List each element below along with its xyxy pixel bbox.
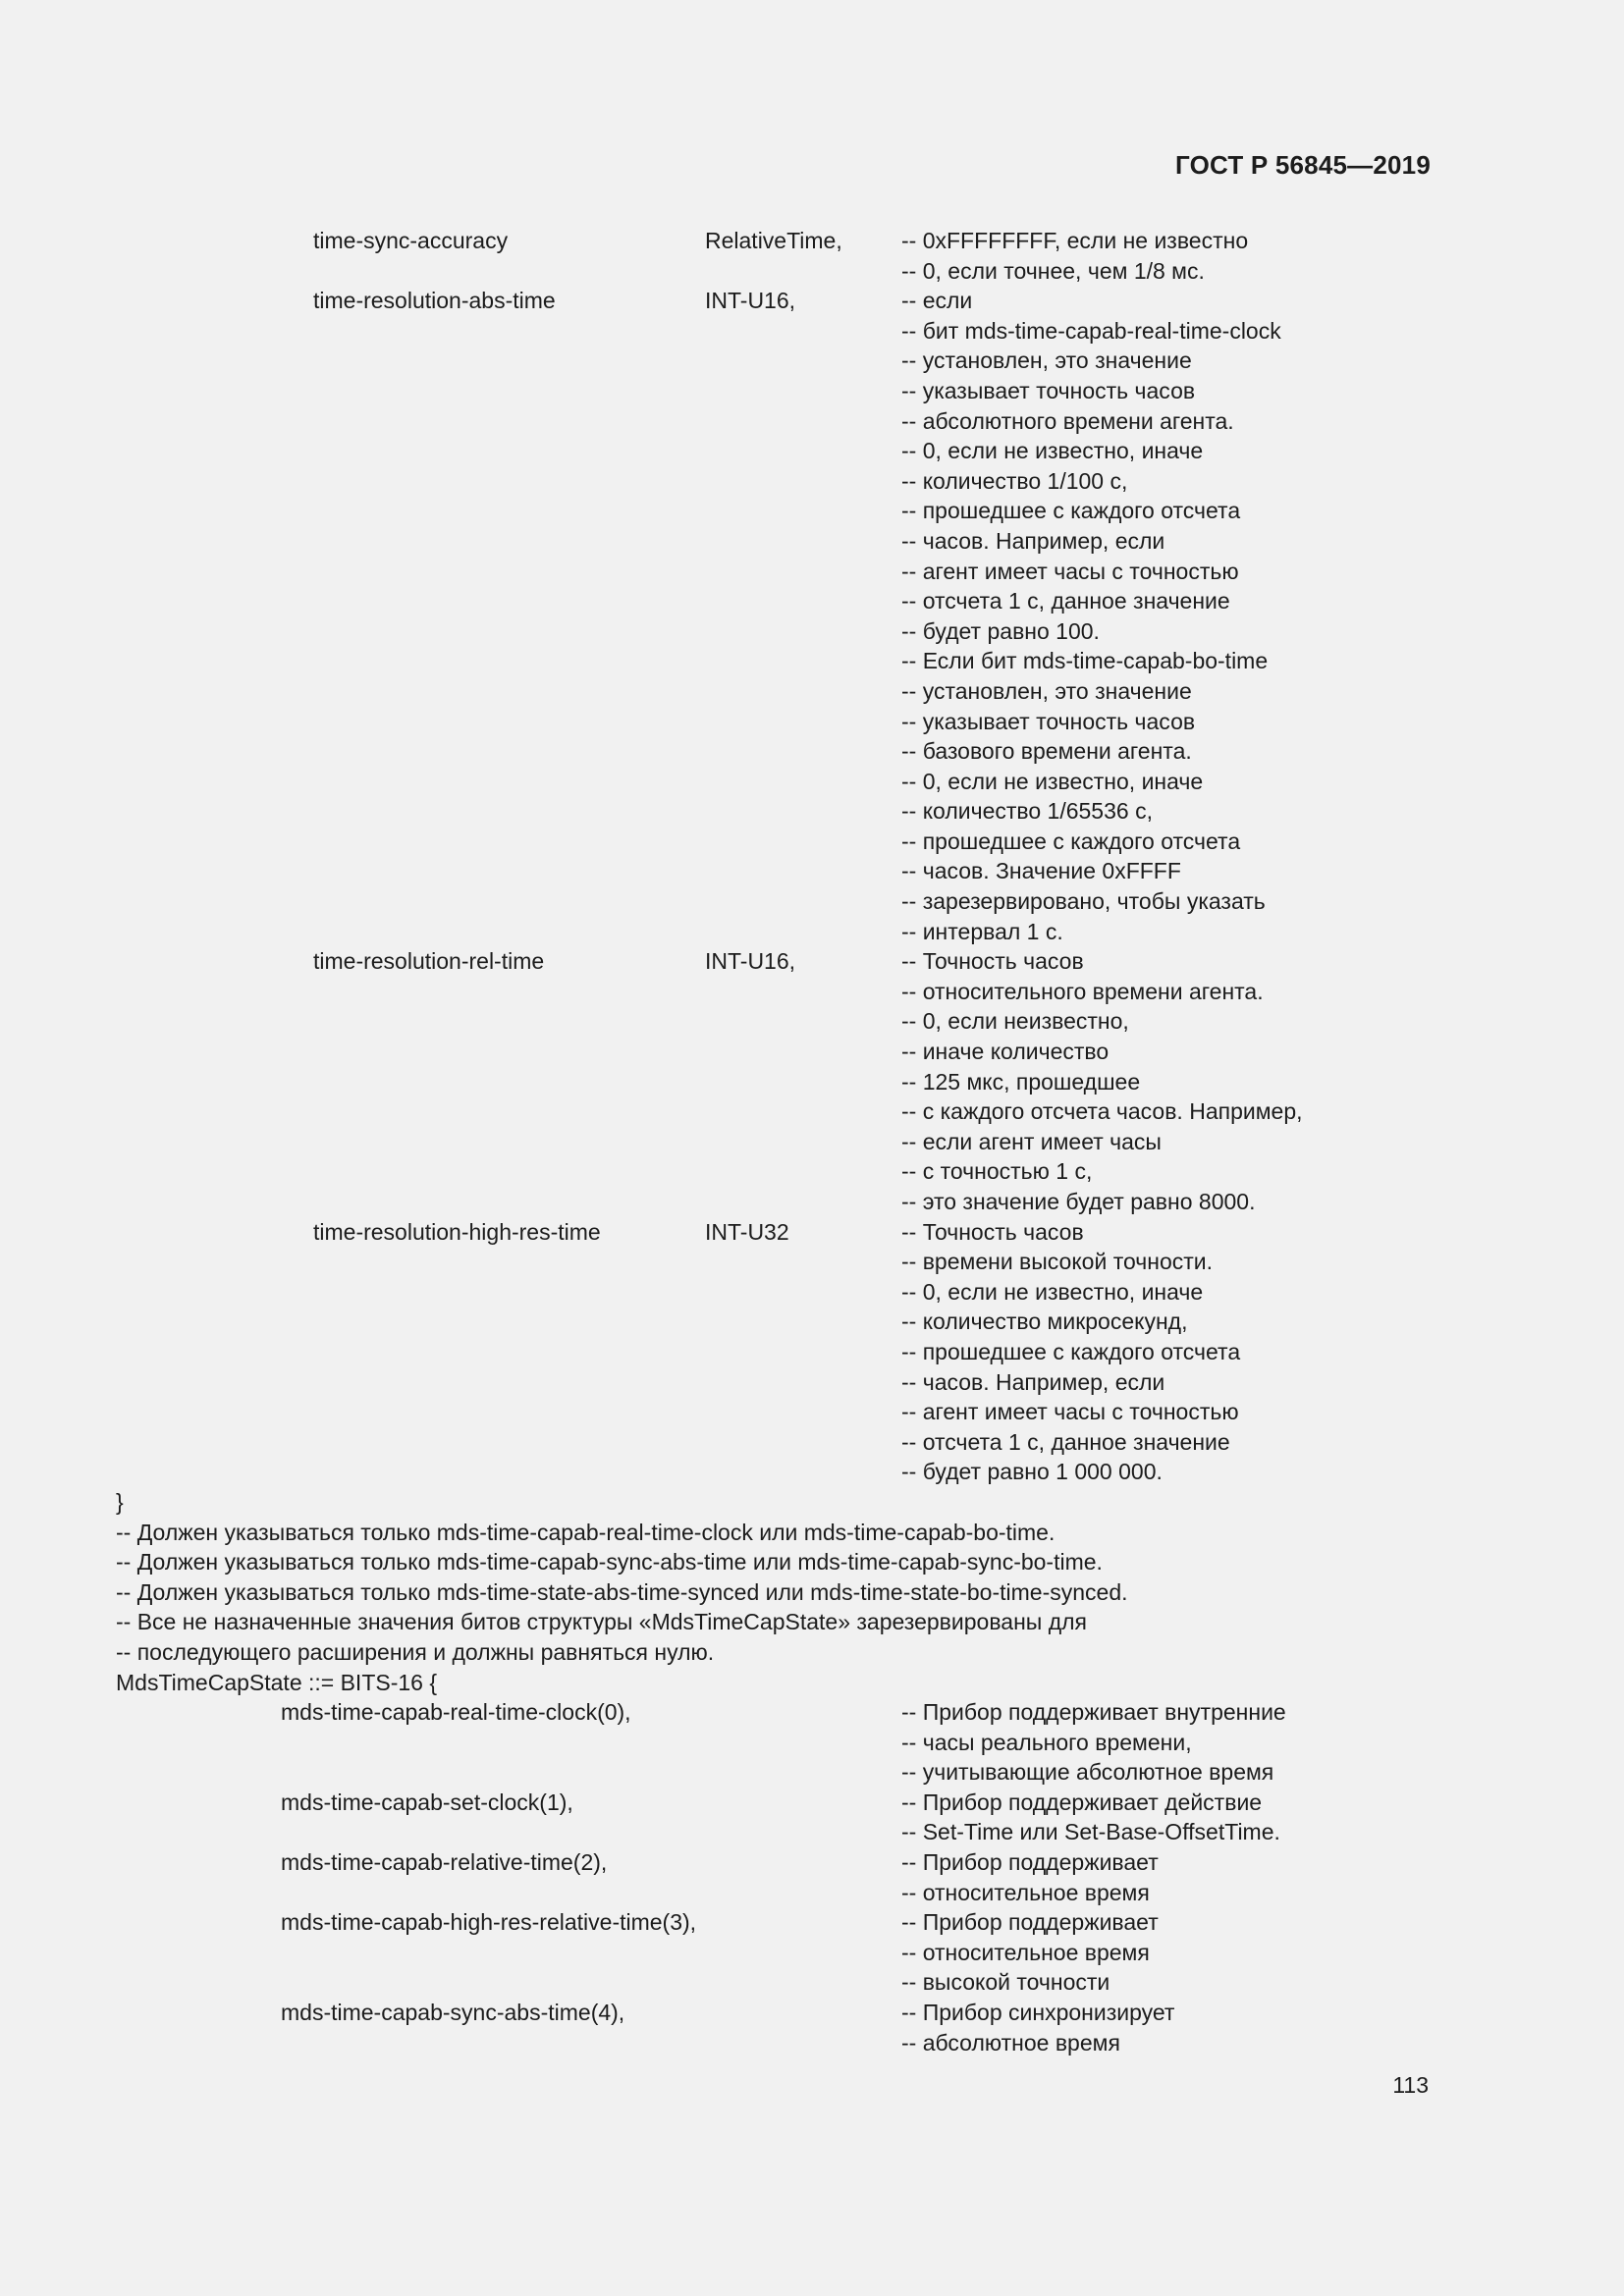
field-comment: -- интервал 1 с. (901, 918, 1063, 944)
field-row (0, 676, 1624, 707)
field-row (0, 226, 1624, 256)
field-comment: -- базового времени агента. (901, 738, 1192, 765)
field-row (0, 1277, 1624, 1308)
field-row (0, 917, 1624, 947)
field-row (0, 406, 1624, 437)
field-comment: -- если (901, 288, 973, 314)
field-row (0, 1427, 1624, 1458)
field-comment: -- часов. Например, если (901, 527, 1165, 554)
field-comment: -- 0, если не известно, иначе (901, 438, 1204, 464)
field-row (0, 1307, 1624, 1337)
bit-row (0, 1847, 1624, 1878)
field-row (0, 496, 1624, 526)
field-row (0, 646, 1624, 676)
bit-row (0, 1907, 1624, 1938)
field-row (0, 977, 1624, 1007)
closing-brace: } (116, 1488, 124, 1515)
field-row (0, 767, 1624, 797)
field-comment: -- с точностью 1 с, (901, 1158, 1093, 1185)
field-comment: -- 125 мкс, прошедшее (901, 1068, 1141, 1095)
field-comment: -- иначе количество (901, 1039, 1110, 1065)
field-comment: -- Если бит mds-time-capab-bo-time (901, 648, 1269, 674)
field-row (0, 1337, 1624, 1367)
note-row (0, 1547, 1624, 1577)
field-row (0, 946, 1624, 977)
field-row (0, 616, 1624, 647)
field-row (0, 1096, 1624, 1127)
field-row (0, 436, 1624, 466)
field-comment: -- количество микросекунд, (901, 1308, 1188, 1335)
field-comment: -- будет равно 100. (901, 617, 1100, 644)
field-row (0, 1247, 1624, 1277)
field-comment: -- времени высокой точности. (901, 1249, 1214, 1275)
field-comment: -- относительного времени агента. (901, 978, 1264, 1004)
field-comment: -- отсчета 1 с, данное значение (901, 588, 1230, 614)
bit-row (0, 1817, 1624, 1847)
bit-name: mds-time-capab-real-time-clock(0), (281, 1699, 631, 1726)
field-comment: -- установлен, это значение (901, 347, 1192, 374)
bit-name: mds-time-capab-sync-abs-time(4), (281, 2000, 625, 2026)
document-body (0, 226, 1624, 2057)
field-type: INT-U16, (705, 288, 796, 314)
closing-brace-row (0, 1487, 1624, 1518)
field-name: time-resolution-abs-time (313, 288, 556, 314)
field-comment: -- прошедшее с каждого отсчета (901, 498, 1241, 524)
note-line: -- Должен указываться только mds-time-capab-sync-abs-time или mds-time-capab-sync-bo-time. (116, 1549, 1103, 1575)
bit-row (0, 1757, 1624, 1788)
note-row (0, 1577, 1624, 1608)
field-row (0, 1397, 1624, 1427)
field-comment: -- количество 1/65536 с, (901, 798, 1153, 825)
field-comment: -- 0, если не известно, иначе (901, 768, 1204, 794)
field-row (0, 256, 1624, 287)
field-type: INT-U32 (705, 1218, 789, 1245)
field-comment: -- будет равно 1 000 000. (901, 1459, 1163, 1485)
field-type: INT-U16, (705, 948, 796, 975)
note-line: -- Должен указываться только mds-time-state-abs-time-synced или mds-time-state-bo-time-synced. (116, 1578, 1128, 1605)
bits-definition-row (0, 1668, 1624, 1698)
bit-comment: -- относительное время (901, 1939, 1150, 1965)
field-comment: -- установлен, это значение (901, 677, 1192, 704)
field-row (0, 376, 1624, 406)
bit-comment: -- Прибор синхронизирует (901, 2000, 1175, 2026)
field-comment: -- Точность часов (901, 1218, 1084, 1245)
field-comment: -- зарезервировано, чтобы указать (901, 888, 1266, 915)
field-comment: -- прошедшее с каждого отсчета (901, 1338, 1241, 1364)
bit-name: mds-time-capab-set-clock(1), (281, 1789, 573, 1815)
bit-row (0, 1878, 1624, 1908)
field-row (0, 466, 1624, 497)
field-comment: -- прошедшее с каждого отсчета (901, 828, 1241, 854)
note-line: -- последующего расширения и должны равняться нулю. (116, 1638, 715, 1665)
field-comment: -- бит mds-time-capab-real-time-clock (901, 317, 1281, 344)
note-row (0, 1607, 1624, 1637)
field-row (0, 1067, 1624, 1097)
field-type: RelativeTime, (705, 228, 842, 253)
field-comment: -- количество 1/100 с, (901, 467, 1128, 494)
page-header: ГОСТ Р 56845—2019 (1175, 150, 1431, 180)
field-row (0, 1037, 1624, 1067)
field-row (0, 886, 1624, 917)
field-row (0, 707, 1624, 737)
field-row (0, 586, 1624, 616)
field-row (0, 286, 1624, 316)
bit-row (0, 1728, 1624, 1758)
field-name: time-sync-accuracy (313, 228, 509, 253)
field-comment: -- абсолютного времени агента. (901, 407, 1234, 434)
bit-comment: -- Прибор поддерживает (901, 1909, 1159, 1936)
field-comment: -- агент имеет часы с точностью (901, 1399, 1239, 1425)
note-line: -- Все не назначенные значения битов структуры «MdsTimeCapState» зарезервированы для (116, 1609, 1087, 1635)
field-comment: -- отсчета 1 с, данное значение (901, 1428, 1230, 1455)
bit-row (0, 2028, 1624, 2058)
field-comment: -- часов. Значение 0xFFFF (901, 858, 1181, 884)
field-row (0, 796, 1624, 827)
field-row (0, 1156, 1624, 1187)
field-row (0, 1006, 1624, 1037)
field-comment: -- Точность часов (901, 948, 1084, 975)
field-row (0, 346, 1624, 376)
field-row (0, 1217, 1624, 1248)
field-row (0, 557, 1624, 587)
bit-comment: -- учитывающие абсолютное время (901, 1759, 1274, 1786)
field-comment: -- 0, если неизвестно, (901, 1008, 1129, 1035)
field-row (0, 1457, 1624, 1487)
bit-comment: -- Прибор поддерживает действие (901, 1789, 1263, 1815)
bit-row (0, 1938, 1624, 1968)
field-comment: -- 0, если не известно, иначе (901, 1278, 1204, 1305)
bit-row (0, 1697, 1624, 1728)
field-row (0, 736, 1624, 767)
field-row (0, 526, 1624, 557)
field-comment: -- 0xFFFFFFFF, если не известно (901, 228, 1249, 253)
bit-row (0, 1967, 1624, 1998)
bit-name: mds-time-capab-high-res-relative-time(3), (281, 1909, 697, 1936)
bit-comment: -- Set-Time или Set-Base-OffsetTime. (901, 1819, 1280, 1845)
bit-row (0, 1788, 1624, 1818)
field-comment: -- указывает точность часов (901, 708, 1196, 734)
bit-comment: -- часы реального времени, (901, 1729, 1192, 1755)
page-number: 113 (1392, 2072, 1429, 2098)
field-name: time-resolution-rel-time (313, 948, 545, 975)
bits-definition: MdsTimeCapState ::= BITS-16 { (116, 1669, 438, 1695)
bit-row (0, 1998, 1624, 2028)
bit-comment: -- высокой точности (901, 1969, 1110, 1996)
field-row (0, 1127, 1624, 1157)
note-row (0, 1637, 1624, 1668)
bit-comment: -- относительное время (901, 1879, 1150, 1905)
field-comment: -- это значение будет равно 8000. (901, 1189, 1256, 1214)
note-line: -- Должен указываться только mds-time-capab-real-time-clock или mds-time-capab-bo-time. (116, 1519, 1056, 1545)
field-comment: -- указывает точность часов (901, 377, 1196, 403)
field-row (0, 827, 1624, 857)
bit-name: mds-time-capab-relative-time(2), (281, 1849, 608, 1876)
field-comment: -- с каждого отсчета часов. Например, (901, 1098, 1303, 1125)
field-row (0, 1367, 1624, 1398)
field-comment: -- если агент имеет часы (901, 1128, 1162, 1154)
field-row (0, 1187, 1624, 1217)
field-comment: -- часов. Например, если (901, 1368, 1165, 1395)
field-comment: -- агент имеет часы с точностью (901, 558, 1239, 584)
field-name: time-resolution-high-res-time (313, 1218, 601, 1245)
note-row (0, 1518, 1624, 1548)
field-comment: -- 0, если точнее, чем 1/8 мс. (901, 257, 1205, 284)
field-row (0, 856, 1624, 886)
bit-comment: -- абсолютное время (901, 2029, 1120, 2056)
bit-comment: -- Прибор поддерживает внутренние (901, 1699, 1286, 1726)
bit-comment: -- Прибор поддерживает (901, 1849, 1159, 1876)
field-row (0, 316, 1624, 347)
